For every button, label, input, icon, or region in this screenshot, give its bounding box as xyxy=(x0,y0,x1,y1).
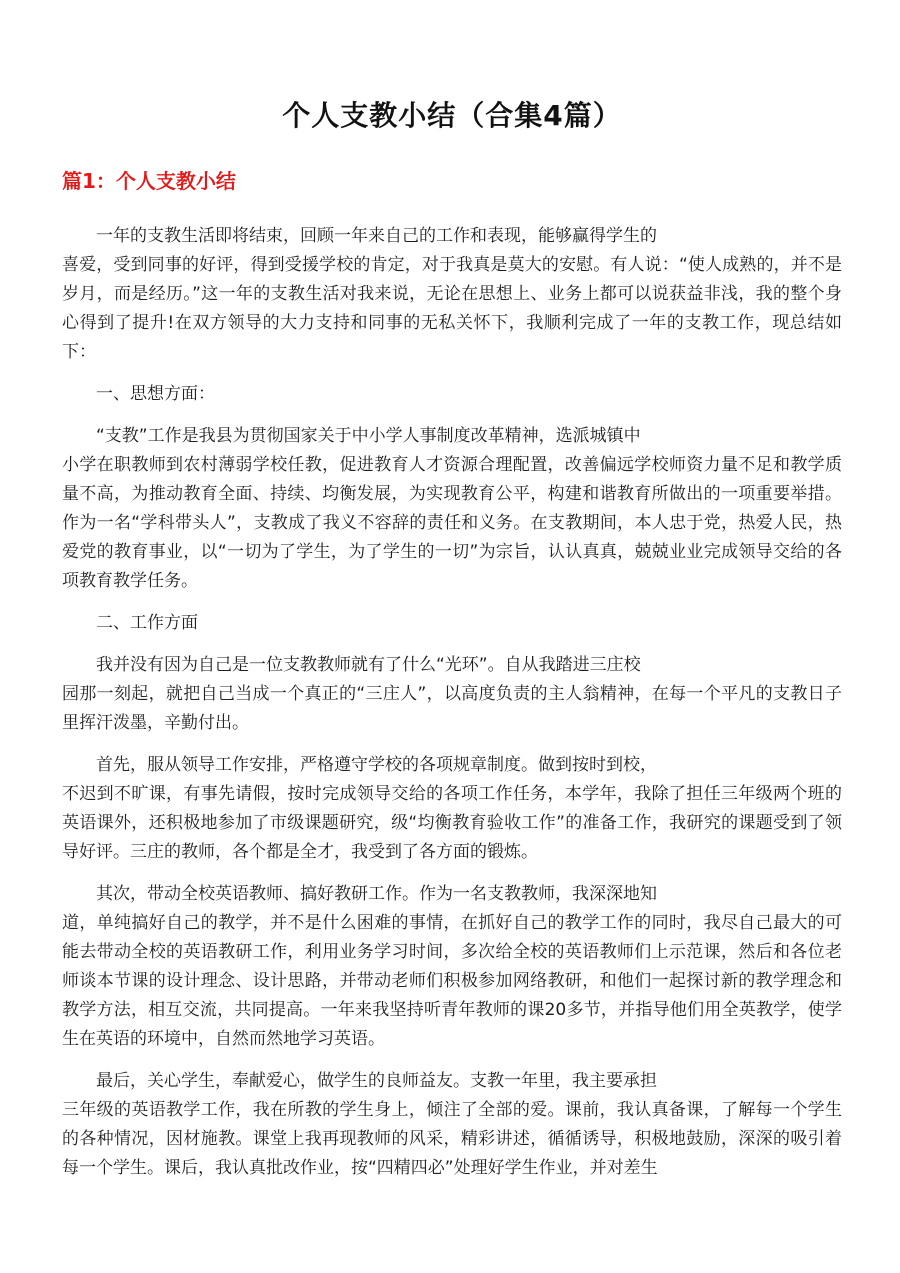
paragraph-second-point-first-line: 其次，带动全校英语教师、搞好教研工作。作为一名支教教师，我深深地知 xyxy=(96,884,657,904)
paragraph-ideology xyxy=(62,422,842,596)
subsection-heading-ideology: 一、思想方面： xyxy=(96,384,215,404)
document-title: 个人支教小结（合集4篇） xyxy=(282,99,622,132)
paragraph-intro-first-line: 一年的支教生活即将结束，回顾一年来自己的工作和表现，能够赢得学生的 xyxy=(96,226,657,246)
paragraph-last-point xyxy=(62,1067,842,1183)
paragraph-last-point-first-line: 最后，关心学生，奉献爱心，做学生的良师益友。支教一年里，我主要承担 xyxy=(96,1071,657,1091)
paragraph-intro xyxy=(62,222,842,367)
subsection-heading-work: 二、工作方面 xyxy=(96,613,198,633)
paragraph-last-point-rest: 三年级的英语教学工作，我在所教的学生身上，倾注了全部的爱。课前，我认真备课，了解每一个学生的各种情况，因材施教。课堂上我再现教师的风采，精彩讲述，循循诱导，积极地鼓励，深深的吸引着每一个学生。课后，我认真批改作业，按“四精四必”处理好学生作业，并对差生 xyxy=(62,1100,842,1178)
paragraph-first-point xyxy=(62,751,842,867)
paragraph-ideology-first-line: “支教”工作是我县为贯彻国家关于中小学人事制度改革精神，选派城镇中 xyxy=(96,426,641,446)
paragraph-first-point-rest: 不迟到不旷课，有事先请假，按时完成领导交给的各项工作任务，本学年，我除了担任三年级两个班的英语课外，还积极地参加了市级课题研究，级“均衡教育验收工作”的准备工作，我研究的课题受到了领导好评。三庄的教师，各个都是全才，我受到了各方面的锻炼。 xyxy=(62,784,842,862)
paragraph-second-point-rest: 道，单纯搞好自己的教学，并不是什么困难的事情，在抓好自己的教学工作的同时，我尽自己最大的可能去带动全校的英语教研工作，利用业务学习时间，多次给全校的英语教师们上示范课，然后和各位老师谈本节课的设计理念、设计思路，并带动老师们积极参加网络教研，和他们一起探讨新的教学理念和教学方法，相互交流，共同提高。一年来我坚持听青年教师的课20多节，并指导他们用全英教学，使学生在英语的环境中，自然而然地学习英语。 xyxy=(62,913,842,1049)
paragraph-work-intro-first-line: 我并没有因为自己是一位支教教师就有了什么“光环”。自从我踏进三庄校 xyxy=(96,655,641,675)
paragraph-intro-rest: 喜爱，受到同事的好评，得到受援学校的肯定，对于我真是莫大的安慰。有人说：“使人成熟的，并不是岁月，而是经历。”这一年的支教生活对我来说，无论在思想上、业务上都可以说获益非浅，我的整个身心得到了提升!在双方领导的大力支持和同事的无私关怀下，我顺利完成了一年的支教工作，现总结如下： xyxy=(62,255,842,362)
paragraph-work-intro-rest: 园那一刻起，就把自己当成一个真正的“三庄人”，以高度负责的主人翁精神，在每一个平凡的支教日子里挥汗泼墨，辛勤付出。 xyxy=(62,684,842,733)
paragraph-work-intro xyxy=(62,651,842,738)
paragraph-second-point xyxy=(62,880,842,1054)
paragraph-first-point-first-line: 首先，服从领导工作安排，严格遵守学校的各项规章制度。做到按时到校， xyxy=(96,755,657,775)
paragraph-ideology-rest: 小学在职教师到农村薄弱学校任教，促进教育人才资源合理配置，改善偏远学校师资力量不足和教学质量不高，为推动教育全面、持续、均衡发展，为实现教育公平，构建和谐教育所做出的一项重要举措。作为一名“学科带头人”，支教成了我义不容辞的责任和义务。在支教期间，本人忠于党，热爱人民，热爱党的教育事业，以“一切为了学生，为了学生的一切”为宗旨，认认真真，兢兢业业完成领导交给的各项教育教学任务。 xyxy=(62,455,842,591)
section-1-heading: 篇1：个人支教小结 xyxy=(62,169,236,193)
